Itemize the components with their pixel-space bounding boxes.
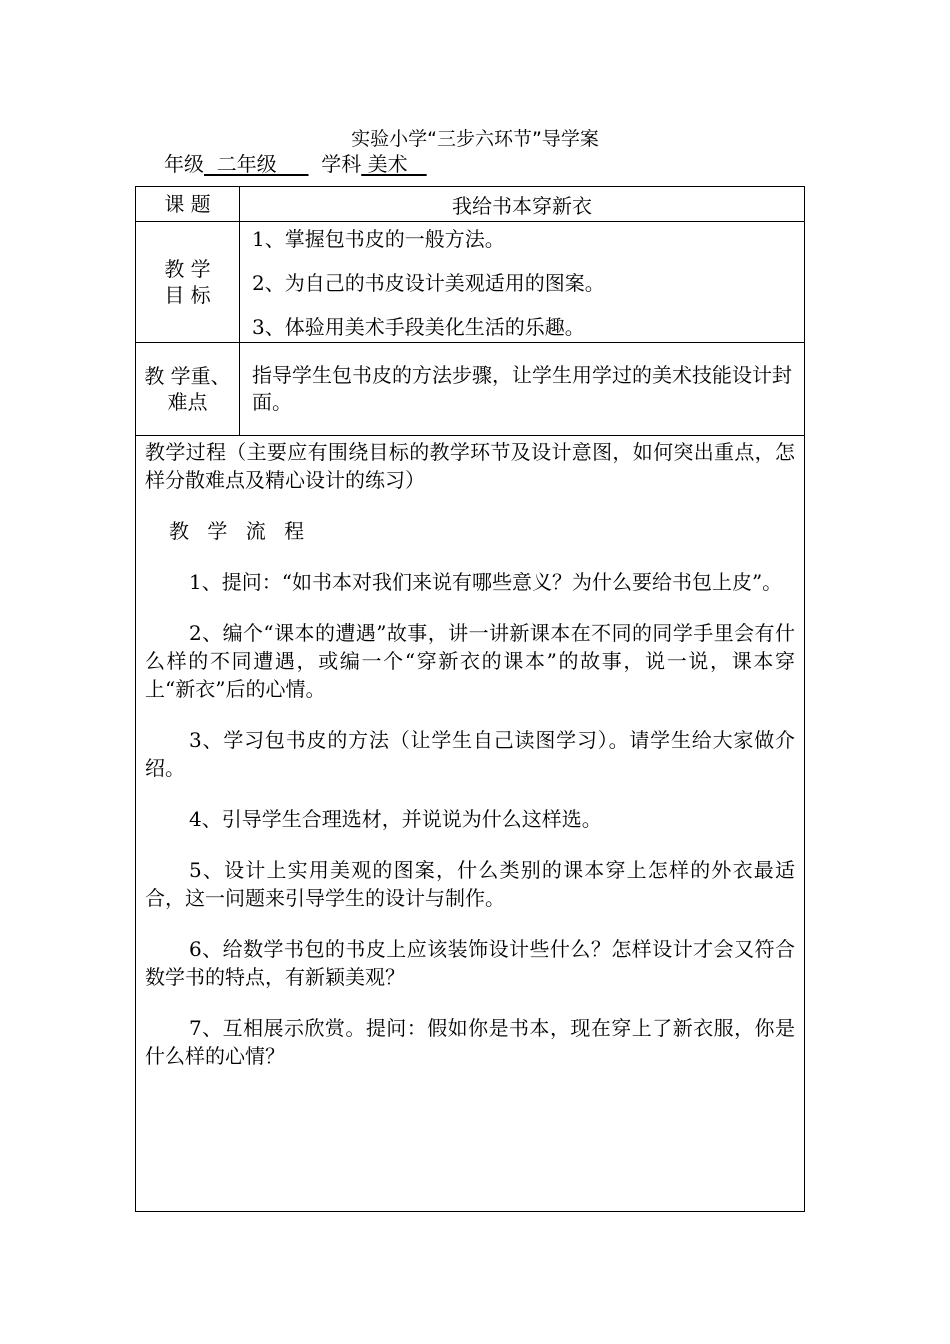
step-7: 7、互相展示欣赏。提问：假如你是书本，现在穿上了新衣服，你是什么样的心情？ xyxy=(145,1016,795,1068)
key-points-label-line-1: 教 学重、 xyxy=(144,364,231,388)
step-1: 1、提问：“如书本对我们来说有哪些意义？为什么要给书包上皮”。 xyxy=(189,570,783,594)
goals-row xyxy=(136,222,804,343)
goal-item-3: 3、体验用美术手段美化生活的乐趣。 xyxy=(252,315,585,339)
step-6: 6、给数学书包的书皮上应该装饰设计些什么？怎样设计才会又符合数学书的特点，有新颖美观？ xyxy=(145,937,795,989)
meta-line xyxy=(164,148,427,177)
subject-value: 美术 xyxy=(361,152,427,176)
goal-item-2: 2、为自己的书皮设计美观适用的图案。 xyxy=(252,271,605,295)
goals-list xyxy=(240,222,804,342)
step-2: 2、编个“课本的遭遇”故事，讲一讲新课本在不同的同学手里会有什么样的不同遭遇，或编一个“穿新衣的课本”的故事，说一说，课本穿上“新衣”后的心情。 xyxy=(145,621,795,701)
flow-title: 教 学 流 程 xyxy=(169,519,311,543)
topic-label: 课 题 xyxy=(136,187,240,221)
topic-value: 我给书本穿新衣 xyxy=(452,193,592,218)
process-intro: 教学过程（主要应有围绕目标的教学环节及设计意图，如何突出重点，怎样分散难点及精心设计的练习） xyxy=(145,440,795,492)
key-points-label-line-2: 难点 xyxy=(167,390,208,414)
topic-row xyxy=(136,187,804,222)
subject-label: 学科 xyxy=(321,152,362,176)
goals-label xyxy=(136,222,240,342)
goals-label-line-2: 目 标 xyxy=(164,283,211,307)
key-points-text: 指导学生包书皮的方法步骤，让学生用学过的美术技能设计封面。 xyxy=(252,363,792,414)
grade-value: 二年级 xyxy=(204,152,309,176)
key-points-row xyxy=(136,343,804,436)
step-4: 4、引导学生合理选材，并说说为什么这样选。 xyxy=(189,807,602,831)
goal-item-1: 1、掌握包书皮的一般方法。 xyxy=(252,227,505,251)
grade-label: 年级 xyxy=(164,152,204,176)
step-3: 3、学习包书皮的方法（让学生自己读图学习）。请学生给大家做介绍。 xyxy=(145,728,795,780)
key-points-value xyxy=(240,343,804,435)
key-points-label xyxy=(136,343,240,435)
goals-label-line-1: 教 学 xyxy=(164,257,211,281)
lesson-plan-table xyxy=(135,186,805,1212)
teaching-process xyxy=(136,436,804,1070)
step-5: 5、设计上实用美观的图案，什么类别的课本穿上怎样的外衣最适合，这一问题来引导学生的设计与制作。 xyxy=(145,858,795,910)
page-title: 实验小学“三步六环节”导学案 xyxy=(351,128,599,150)
